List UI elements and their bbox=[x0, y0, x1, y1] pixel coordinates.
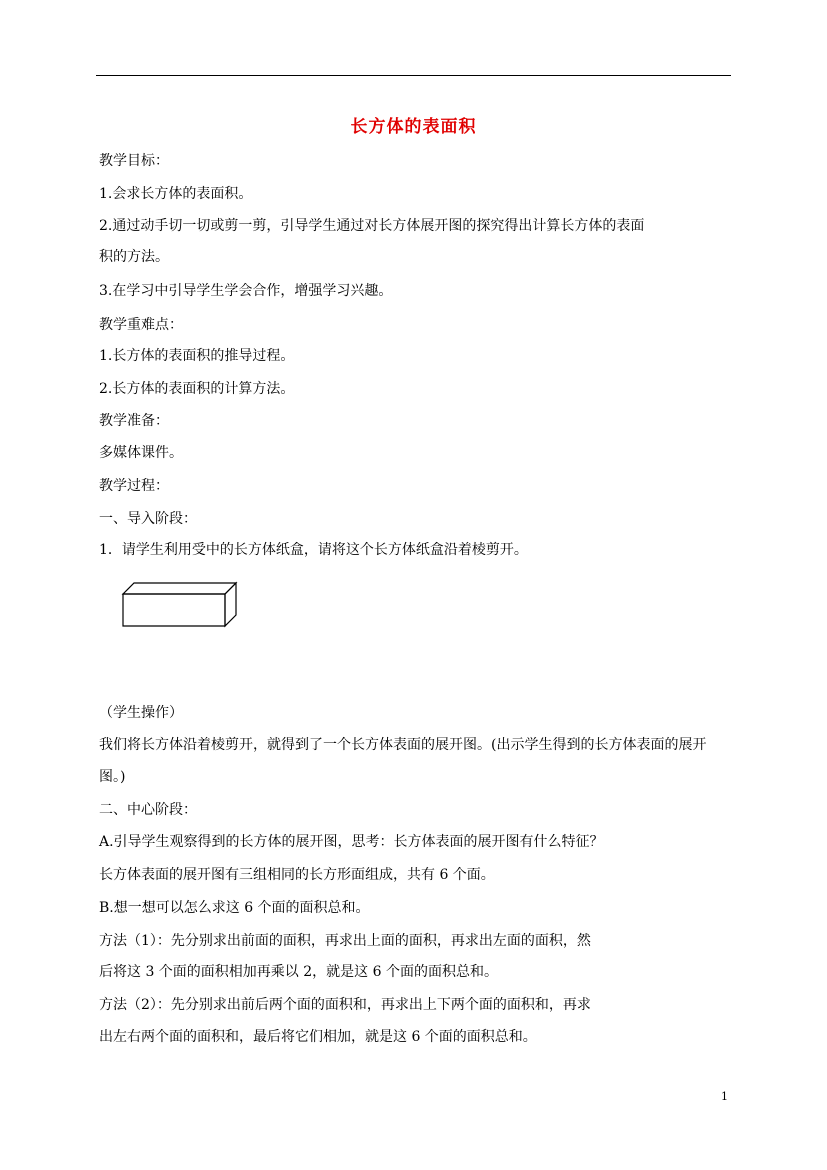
text-line: 出左右两个面的面积和，最后将它们相加，就是这 6 个面的面积总和。 bbox=[99, 1029, 537, 1045]
text-line: 我们将长方体沿着棱剪开，就得到了一个长方体表面的展开图。(出示学生得到的长方体表面的展开 bbox=[99, 737, 707, 753]
text-line: 1.长方体的表面积的推导过程。 bbox=[99, 348, 295, 364]
text-line: （学生操作） bbox=[99, 705, 183, 721]
text-line: 教学目标： bbox=[99, 153, 169, 169]
header-rule bbox=[96, 75, 731, 76]
text-line: 教学过程： bbox=[99, 478, 169, 494]
text-line: 多媒体课件。 bbox=[99, 445, 183, 461]
text-line: 教学准备： bbox=[99, 413, 169, 429]
document-title: 长方体的表面积 bbox=[350, 117, 477, 137]
text-line: 3.在学习中引导学生学会合作，增强学习兴趣。 bbox=[99, 283, 393, 299]
text-line: 教学重难点： bbox=[99, 317, 183, 333]
text-line: 方法（1）：先分别求出前面的面积，再求出上面的面积，再求出左面的面积，然 bbox=[99, 933, 591, 949]
text-line: 一、导入阶段： bbox=[99, 511, 197, 527]
text-line: 二、中心阶段： bbox=[99, 802, 197, 818]
text-line: 1．请学生利用受中的长方体纸盒，请将这个长方体纸盒沿着棱剪开。 bbox=[99, 542, 528, 558]
text-line: 图。) bbox=[99, 769, 126, 785]
text-line: 长方体表面的展开图有三组相同的长方形面组成，共有 6 个面。 bbox=[99, 867, 495, 883]
text-line: A.引导学生观察得到的长方体的展开图，思考：长方体表面的展开图有什么特征？ bbox=[99, 834, 604, 850]
page-number: 1 bbox=[721, 1090, 728, 1103]
text-line: 1.会求长方体的表面积。 bbox=[99, 186, 253, 202]
text-line: 方法（2）：先分别求出前后两个面的面积和，再求出上下两个面的面积和，再求 bbox=[99, 997, 591, 1013]
text-line: 2.通过动手切一切或剪一剪，引导学生通过对长方体展开图的探究得出计算长方体的表面 bbox=[99, 218, 645, 234]
text-line: B.想一想可以怎么求这 6 个面的面积总和。 bbox=[99, 900, 370, 916]
text-line: 积的方法。 bbox=[99, 249, 169, 265]
text-line: 2.长方体的表面积的计算方法。 bbox=[99, 381, 295, 397]
cuboid-figure bbox=[118, 580, 242, 630]
text-line: 后将这 3 个面的面积相加再乘以 2，就是这 6 个面的面积总和。 bbox=[99, 964, 498, 980]
